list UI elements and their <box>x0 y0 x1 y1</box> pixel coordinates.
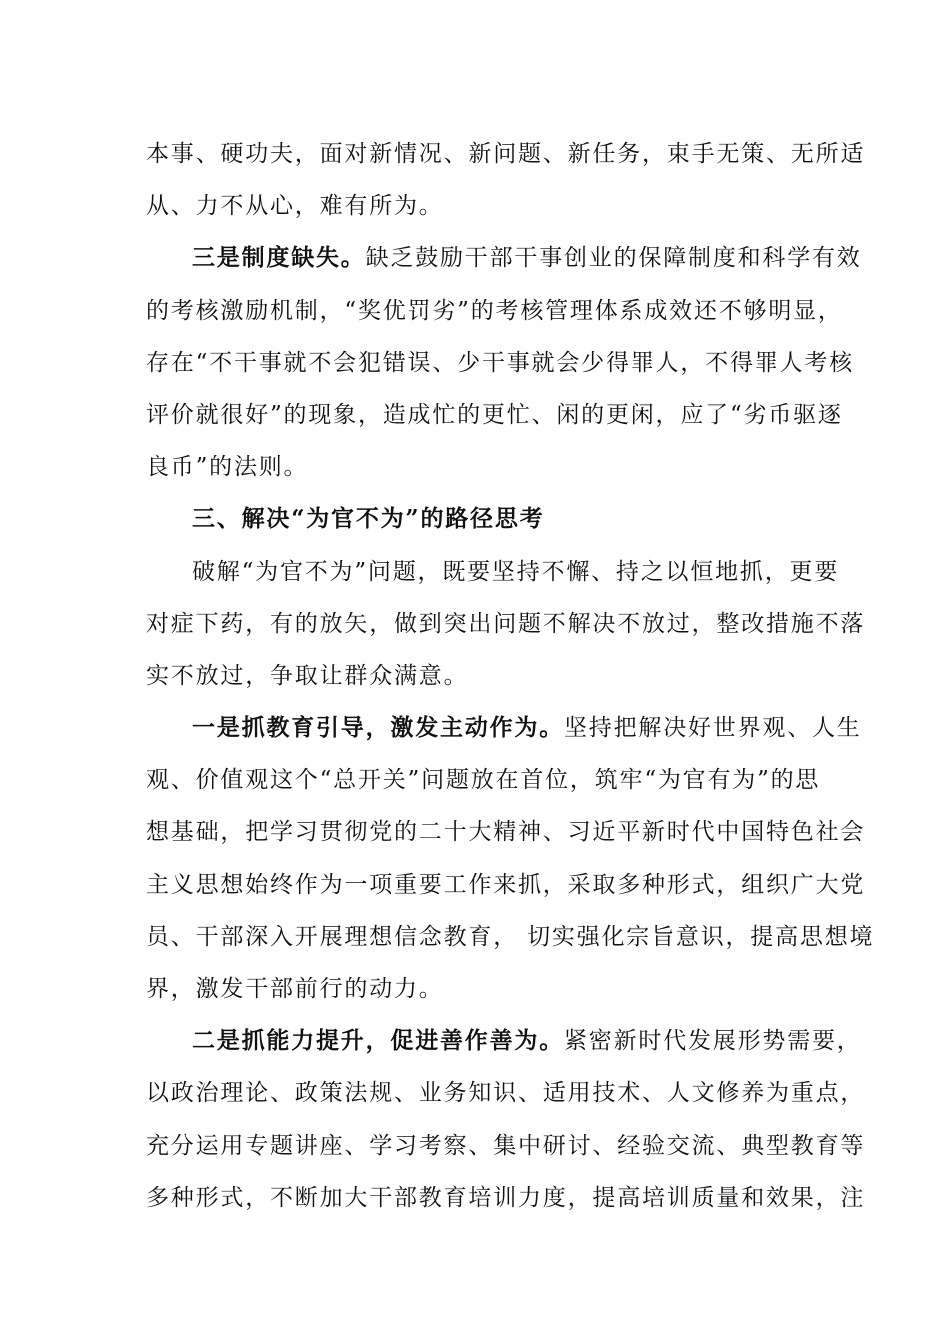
document-page <box>146 128 875 1224</box>
paragraph-heading-bold: 一是抓教育引导，激发主动作为。 <box>192 714 564 742</box>
paragraph-heading-bold: 二是抓能力提升，促进善作善为。 <box>192 1027 564 1055</box>
text-line: 观、价值观这个“总开关”问题放在首位，筑牢“为官有为”的思 <box>146 767 821 794</box>
text-line: 本事、硬功夫，面对新情况、新问题、新任务，束手无策、无所适 <box>146 141 866 167</box>
text-line: 充分运用专题讲座、学习考察、集中研讨、经验交流、典型教育等 <box>146 1132 866 1159</box>
text-line: 从、力不从心，难有所为。 <box>146 193 444 220</box>
text-line: 员、干部深入开展理想信念教育， 切实强化宗旨意识，提高思想境 <box>146 923 875 950</box>
text-line: 界，激发干部前行的动力。 <box>146 976 444 1002</box>
text-line: 主义思想始终作为一项重要工作来抓，采取多种形式，组织广大党 <box>146 871 866 898</box>
paragraph-text: 紧密新时代发展形势需要， <box>564 1028 862 1055</box>
paragraph-line <box>146 702 862 754</box>
section-heading: 三、解决“为官不为”的路径思考 <box>192 505 545 533</box>
text-line: 评价就很好”的现象，造成忙的更忙、闲的更闲，应了“劣币驱逐 <box>146 401 843 428</box>
paragraph-text: 坚持把解决好世界观、人生 <box>564 715 862 742</box>
text-line: 良币”的法则。 <box>146 454 309 481</box>
text-line: 想基础，把学习贯彻党的二十大精神、习近平新时代中国特色社会 <box>146 819 866 846</box>
paragraph-heading-bold: 三是制度缺失。 <box>192 244 366 272</box>
paragraph-text: 缺乏鼓励干部干事创业的保障制度和科学有效 <box>365 245 862 272</box>
text-line: 实不放过，争取让群众满意。 <box>146 662 469 689</box>
text-line: 的考核激励机制，“奖优罚劣”的考核管理体系成效还不够明显， <box>146 297 843 324</box>
paragraph-line <box>146 232 862 284</box>
text-line: 破解“为官不为”问题，既要坚持不懈、持之以恒地抓，更要 <box>192 558 840 585</box>
text-line: 存在“不干事就不会犯错误、少干事就会少得罪人，不得罪人考核 <box>146 349 854 376</box>
paragraph-line <box>146 1015 862 1067</box>
text-line: 多种形式，不断加大干部教育培训力度，提高培训质量和效果，注 <box>146 1184 866 1211</box>
text-line: 以政治理论、政策法规、业务知识、适用技术、人文修养为重点， <box>146 1080 866 1107</box>
text-line: 对症下药，有的放矢，做到突出问题不解决不放过，整改措施不落 <box>146 610 866 637</box>
